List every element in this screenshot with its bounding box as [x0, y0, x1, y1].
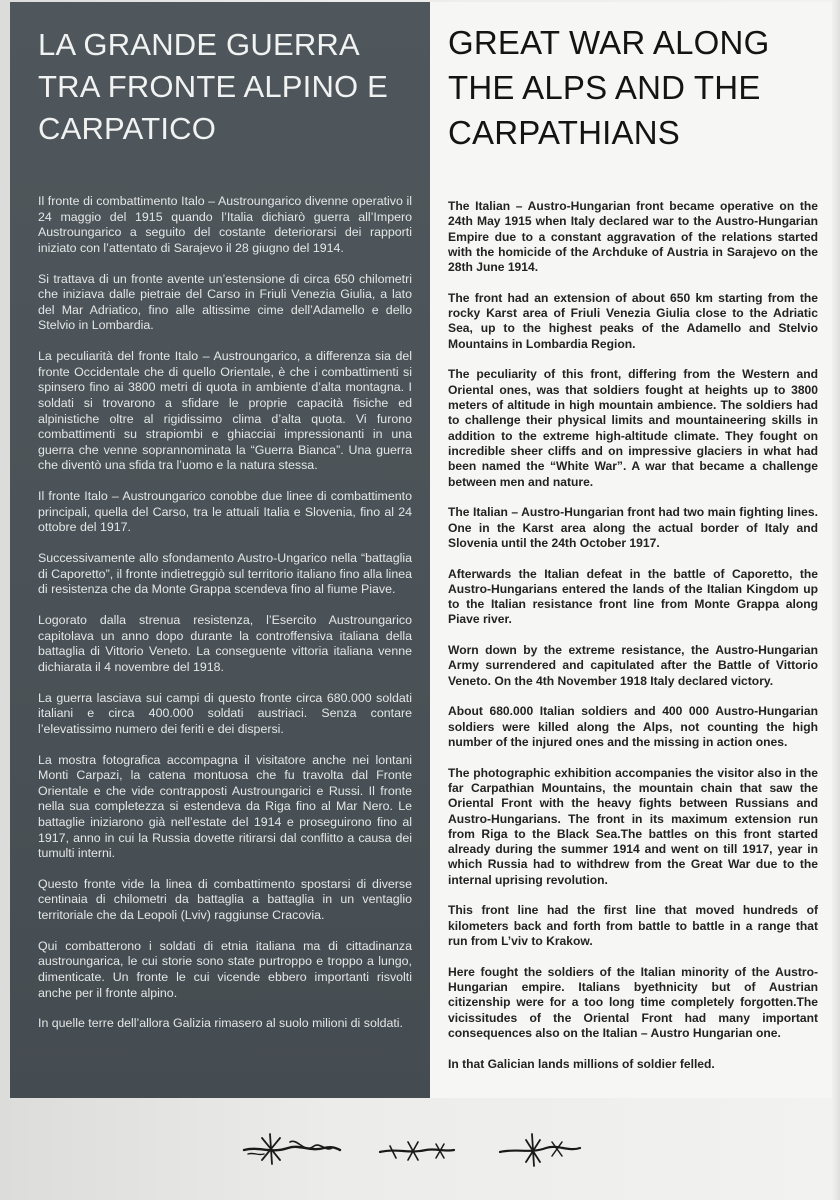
italian-body [38, 194, 416, 1032]
italian-paragraph: In quelle terre dell’allora Galizia rimasero al suolo milioni di soldati. [38, 1016, 404, 1031]
english-paragraph: About 680.000 Italian soldiers and 400 000 Austro-Hungarian soldiers were killed along the Alps, not counting the high number of the injured ones and the missing in action ones. [448, 704, 818, 749]
english-paragraph: In that Galician lands millions of soldier felled. [448, 1056, 715, 1071]
italian-paragraph: Questo fronte vide la linea di combattimento spostarsi di diverse centinaia di chilometri da battaglia a battaglia in un ventaglio territoriale che da Leopoli (Lviv) raggiunse Cracovia. [38, 876, 412, 923]
english-paragraph: The Italian – Austro-Hungarian front became operative on the 24th May 1915 when Italy declared war to the Austro-Hungarian Empire due to a constant aggravation of the relations started with the homicide of the Archduke of Austria in Sarajevo on the 28th June 1914. [448, 199, 818, 275]
edge-shadow [832, 0, 840, 1200]
english-paragraph: The photographic exhibition accompanies the visitor also in the far Carpathian Mountains, the mountain chain that saw the Oriental Front with the heavy fights between Russians and Austro-Hungarians. The front in its maximum extension run from Riga to the Black Sea.The battles on this front started already during the summer 1914 and went on till 1917, year in which Russia had to withdrew from the Great War due to the internal uprising revolution. [448, 765, 818, 887]
italian-paragraph: Il fronte Italo – Austroungarico conobbe due linee di combattimento principali, quella del Carso, tra le attuali Italia e Slovenia, fino al 24 ottobre del 1917. [38, 489, 412, 535]
english-text-panel [430, 2, 832, 1098]
italian-paragraph: La peculiarità del fronte Italo – Austroungarico, a differenza sia del fronte Occidentale che di quello Orientale, è che i combattimenti si spinsero fino ai 3800 metri di quota in ambiente d’alta montagna. I soldati si trovarono a sfidare le proprie capacità fisiche ed alpinistiche oltre al rigidissimo clima d’alta quota. Vi furono combattimenti su strapiombi e ghiacciai impressionanti in una guerra che venne soprannominata la “Guerra Bianca”. Una guerra che diventò una sfida tra l’uomo e la natura stessa. [38, 349, 412, 473]
english-title: GREAT WAR ALONG THE ALPS AND THE CARPATHIANS [448, 24, 770, 151]
barbed-wire-icon [240, 1128, 585, 1168]
italian-paragraph: La guerra lasciava sui campi di questo fronte circa 680.000 soldati italiani e circa 400.000 soldati austriaci. Senza contare l’elevatissimo numero dei feriti e dei dispersi. [38, 690, 412, 736]
italian-title: LA GRANDE GUERRA TRA FRONTE ALPINO E CARPATICO [38, 27, 389, 146]
italian-paragraph: Il fronte di combattimento Italo – Austroungarico divenne operativo il 24 maggio del 1915 quando l’Italia dichiarò guerra all’Impero Austroungarico a seguito del costante deteriorarsi dei rapporti iniziato con l’attentato di Sarajevo il 28 giugno del 1914. [38, 194, 412, 255]
italian-paragraph: Si trattava di un fronte avente un’estensione di circa 650 chilometri che iniziava dalle pietraie del Carso in Friuli Venezia Giulia, a lato del Mar Adriatico, fino alle altissime cime dell’Adamello e dello Stelvio in Lombardia. [38, 271, 412, 333]
english-paragraph: This front line had the first line that moved hundreds of kilometers back and forth from battle to battle in a range that run from L’viv to Krakow. [448, 903, 818, 948]
italian-paragraph: Qui combatterono i soldati di etnia italiana ma di cittadinanza austroungarica, le cui storie sono state purtroppo e troppo a lungo, dimenticate. Un fronte le cui vicende ebbero importanti risvolti anche per il fronte alpino. [38, 938, 412, 1000]
english-paragraph: Afterwards the Italian defeat in the battle of Caporetto, the Austro-Hungarians entered the lands of the Italian Kingdom up to the Italian resistance front line from Monte Grappa along Piave river. [448, 566, 818, 627]
italian-text-panel [10, 2, 430, 1098]
italian-paragraph: La mostra fotografica accompagna il visitatore anche nei lontani Monti Carpazi, la catena montuosa che fu travolta dal Fronte Orientale e che vide contrapposti Austroungarici e Russi. Il fronte nella sua completezza si estendeva da Riga fino al Mar Nero. Le battaglie iniziarono già nell’estate del 1914 e proseguirono fino al 1917, anno in cui la Russia dovette ritirarsi dal conflitto a causa dei tumulti interni. [38, 752, 412, 861]
english-paragraph: Here fought the soldiers of the Italian minority of the Austro-Hungarian empire. Italians byethnicity but of Austrian citizenship were for a too long time completely forgotten.The vicissitudes of the Oriental Front had many important consequences also on the Italian – Austro Hungarian one. [448, 964, 818, 1040]
english-body [448, 199, 818, 1072]
english-paragraph: The Italian – Austro-Hungarian front had two main fighting lines. One in the Karst area along the actual border of Italy and Slovenia until the 24th October 1917. [448, 505, 818, 550]
italian-paragraph: Successivamente allo sfondamento Austro-Ungarico nella “battaglia di Caporetto”, il fronte indietreggiò sul territorio italiano fino alla linea di resistenza che da Monte Grappa scendeva fino al fiume Piave. [38, 551, 412, 597]
english-paragraph: The peculiarity of this front, differing from the Western and Oriental ones, was that soldiers fought at heights up to 3800 meters of altitude in high mountain ambience. The soldiers had to challenge their physical limits and mountaineering skills in addition to the extreme high-altitude climate. They fought on incredible sheer cliffs and on impressive glaciers in what had been named the “White War”. A war that became a challenge between men and nature. [448, 367, 818, 489]
italian-paragraph: Logorato dalla strenua resistenza, l’Esercito Austroungarico capitolava un anno dopo durante la controffensiva italiana della battaglia di Vittorio Veneto. La conseguente vittoria italiana venne dichiarata il 4 novembre del 1918. [38, 613, 412, 674]
english-paragraph: The front had an extension of about 650 km starting from the rocky Karst area of Friuli Venezia Giulia close to the Adriatic Sea, up to the highest peaks of the Adamello and Stelvio Mountains in Lombardia Region. [448, 290, 818, 351]
english-paragraph: Worn down by the extreme resistance, the Austro-Hungarian Army surrendered and capitulated after the Battle of Vittorio Veneto. On the 4th November 1918 Italy declared victory. [448, 643, 818, 688]
